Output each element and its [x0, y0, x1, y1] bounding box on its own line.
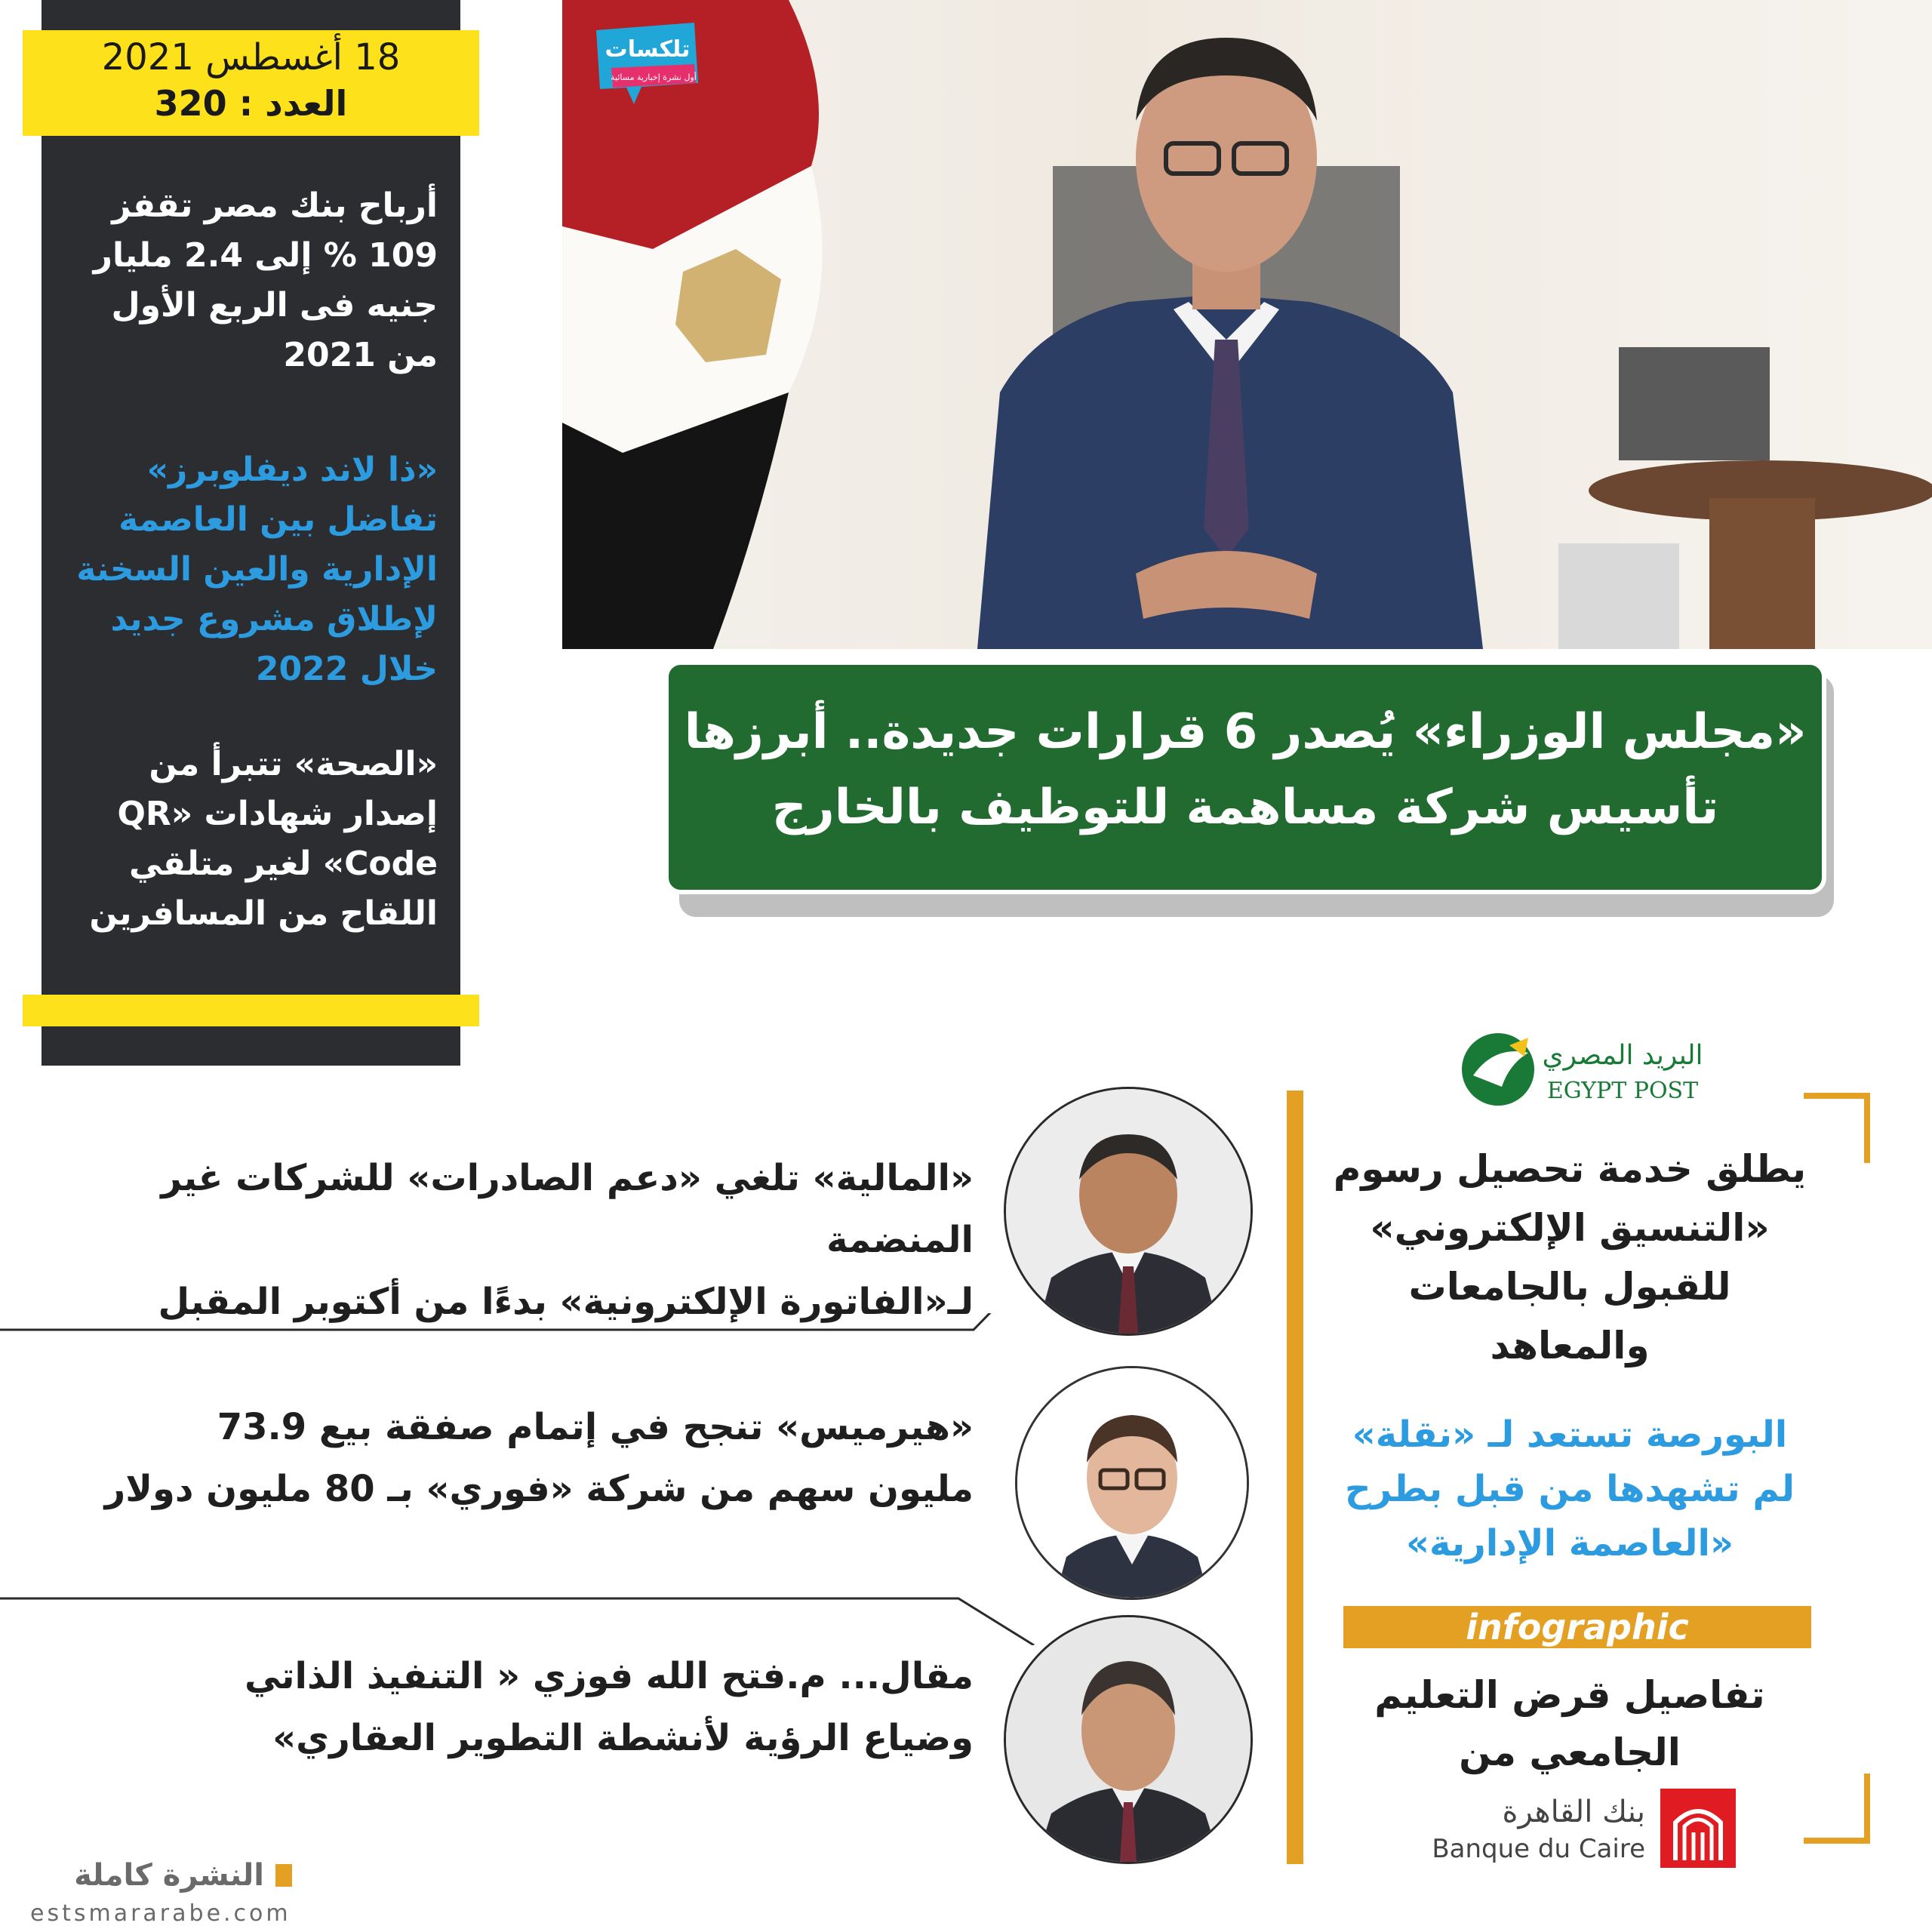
main-headline-text[interactable] — [679, 694, 1811, 845]
prime-minister-photo — [887, 0, 1566, 649]
footer-accent-mark — [275, 1864, 292, 1887]
right-news-item-2[interactable]: البورصة تستعد لـ «نقلة» لم تشهدها من قبل بطرح «العاصمة الإدارية» — [1344, 1414, 1795, 1564]
issue-date: 18 أغسطس 2021 — [101, 36, 401, 78]
headline-line-1: «مجلس الوزراء» يُصدر 6 قرارات جديدة.. أبرزها — [684, 704, 1807, 760]
bank-english-name: Banque du Caire — [1432, 1834, 1645, 1864]
egypt-post-arabic-name: البريد المصري — [1542, 1040, 1703, 1071]
hermes-executive-photo — [1015, 1366, 1249, 1600]
news-item-1[interactable] — [15, 1147, 974, 1333]
left-news-item-2[interactable]: «ذا لاند ديفلوبرز» تفاضل بين العاصمة الإدارية والعين السخنة لإطلاق مشروع جديد خلال 2022 — [76, 451, 438, 688]
news-item-1-line-1: «المالية» تلغي «دعم الصادرات» للشركات غير المنضمة — [161, 1157, 974, 1261]
hero-photo — [562, 0, 1932, 649]
left-news-item-3[interactable]: «الصحة» تتبرأ من إصدار شهادات «QR Code» لغير متلقي اللقاح من المسافرين — [89, 745, 438, 933]
bracket-bottom-decoration — [1804, 1774, 1870, 1844]
infographic-label: infographic — [1466, 1607, 1689, 1647]
news-item-3-line-1: مقال... م.فتح الله فوزي « التنفيذ الذاتي — [244, 1655, 974, 1697]
headline-line-2: تأسيس شركة مساهمة للتوظيف بالخارج — [771, 780, 1719, 835]
banque-du-caire-logo — [1660, 1789, 1736, 1868]
article-author-photo — [1004, 1615, 1253, 1864]
bank-arabic-name: بنك القاهرة — [1502, 1795, 1645, 1829]
right-column-accent-bar — [1287, 1091, 1303, 1864]
hermes-executive-avatar — [1017, 1368, 1247, 1598]
news-item-1-line-2: لـ«الفاتورة الإلكترونية» بدءًا من أكتوبر المقبل — [158, 1281, 974, 1323]
right-news-item-3[interactable]: تفاصيل قرض التعليم الجامعي من — [1374, 1673, 1765, 1774]
egypt-post-english-name: EGYPT POST — [1546, 1078, 1699, 1104]
finance-minister-photo — [1004, 1087, 1253, 1336]
svg-text:تلكسات: تلكسات — [605, 36, 691, 63]
left-panel-bottom-bar — [23, 995, 479, 1026]
news-item-2[interactable] — [15, 1396, 974, 1520]
news-item-3-line-2: وضياع الرؤية لأنشطة التطوير العقاري» — [272, 1717, 974, 1759]
news-item-2-line-1: «هيرميس» تنجح في إتمام صفقة بيع 73.9 — [217, 1406, 974, 1448]
news-item-2-line-2: مليون سهم من شركة «فوري» بـ 80 مليون دولار — [104, 1468, 974, 1510]
svg-text:أول نشرة إخبارية مسائية: أول نشرة إخبارية مسائية — [611, 72, 697, 82]
news-item-3[interactable] — [15, 1645, 974, 1769]
finance-minister-avatar — [1006, 1089, 1251, 1334]
telksat-badge-logo — [589, 23, 702, 106]
right-news-item-1[interactable]: يطلق خدمة تحصيل رسوم «التنسيق الإلكتروني» للقبول بالجامعات والمعاهد — [1333, 1147, 1807, 1367]
left-news-item-1[interactable]: أرباح بنك مصر تقفز 109 % إلى 2.4 مليار جنيه فى الربع الأول من 2021 — [93, 186, 438, 374]
issue-number: العدد : 320 — [154, 83, 348, 124]
bracket-top-decoration — [1804, 1093, 1870, 1163]
side-table-image — [1558, 317, 1932, 649]
footer-website[interactable]: estsmararabe.com — [30, 1900, 291, 1927]
footer-brand: النشرة كاملة — [74, 1858, 264, 1893]
article-author-avatar — [1006, 1617, 1251, 1862]
